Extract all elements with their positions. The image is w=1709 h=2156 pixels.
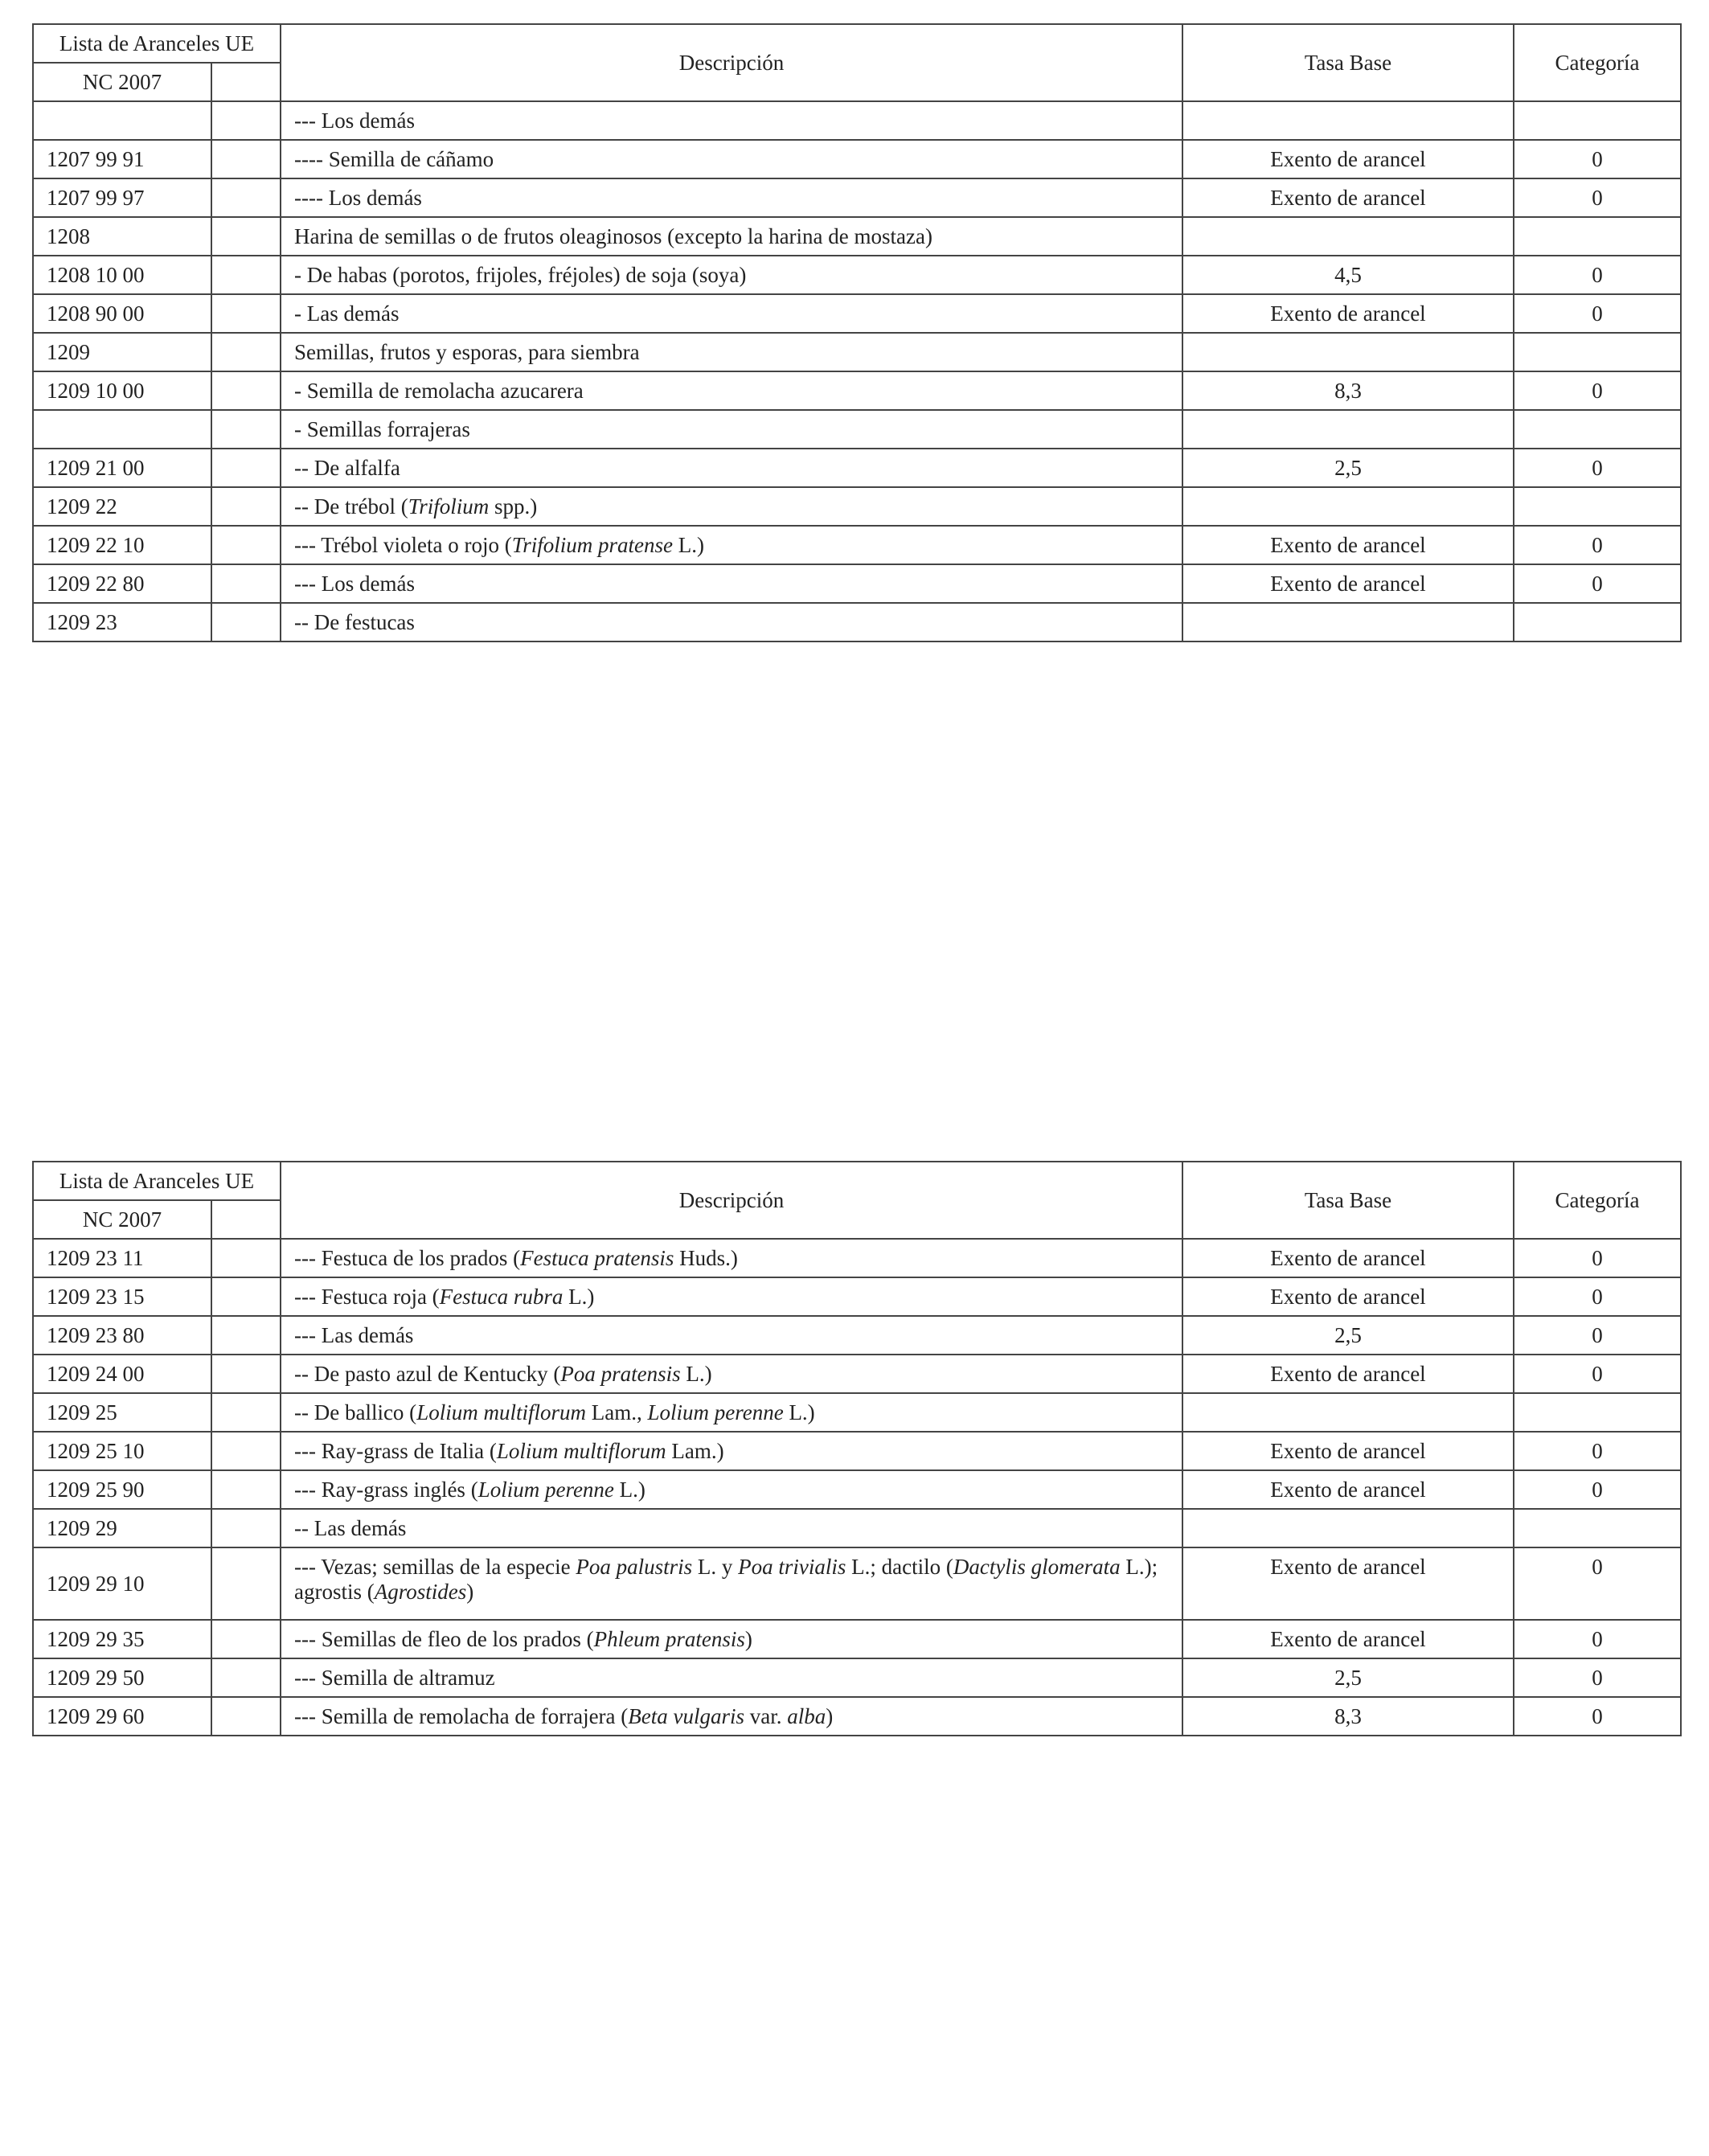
header-descripcion: Descripción	[281, 24, 1182, 101]
table-row	[33, 410, 1681, 449]
description-text: - Las demás	[294, 301, 400, 326]
categoria-cell: 0	[1514, 564, 1681, 603]
header-categoria: Categoría	[1514, 1162, 1681, 1239]
categoria-cell: 0	[1514, 1547, 1681, 1620]
description-cell	[281, 101, 1182, 140]
subcode-cell	[211, 1620, 281, 1658]
table-row	[33, 217, 1681, 256]
categoria-cell: 0	[1514, 1355, 1681, 1393]
tariff-table-1-body	[33, 24, 1681, 641]
table-row	[33, 1393, 1681, 1432]
header-descripcion: Descripción	[281, 1162, 1182, 1239]
categoria-cell: 0	[1514, 140, 1681, 178]
description-text: Huds.)	[674, 1245, 738, 1270]
table-row	[33, 1658, 1681, 1697]
subcode-cell	[211, 1355, 281, 1393]
species-name: Poa palustris	[576, 1555, 693, 1579]
subcode-cell	[211, 1432, 281, 1470]
tasa-base-cell: Exento de arancel	[1182, 1355, 1514, 1393]
description-text: Semillas, frutos y esporas, para siembra	[294, 339, 640, 364]
tasa-base-cell: Exento de arancel	[1182, 1239, 1514, 1277]
header-empty-cell	[211, 1200, 281, 1239]
header-row	[33, 1162, 1681, 1200]
nc-code-cell: 1208	[33, 217, 211, 256]
subcode-cell	[211, 1277, 281, 1316]
description-text: --- Los demás	[294, 108, 415, 133]
nc-code-cell: 1209 25 10	[33, 1432, 211, 1470]
table-row	[33, 333, 1681, 371]
species-name: Festuca rubra	[439, 1284, 564, 1309]
description-text: Lam.)	[666, 1438, 724, 1463]
tasa-base-cell	[1182, 101, 1514, 140]
nc-code-cell: 1209 22 80	[33, 564, 211, 603]
species-name: Trifolium	[408, 494, 490, 519]
subcode-cell	[211, 1697, 281, 1736]
description-cell	[281, 1658, 1182, 1697]
tasa-base-cell	[1182, 603, 1514, 641]
nc-code-cell	[33, 410, 211, 449]
categoria-cell: 0	[1514, 1470, 1681, 1509]
description-text: L. y	[692, 1555, 739, 1579]
subcode-cell	[211, 526, 281, 564]
categoria-cell: 0	[1514, 1316, 1681, 1355]
table-row	[33, 371, 1681, 410]
categoria-cell: 0	[1514, 1432, 1681, 1470]
tasa-base-cell: Exento de arancel	[1182, 1432, 1514, 1470]
nc-code-cell: 1209 23 15	[33, 1277, 211, 1316]
tasa-base-cell: Exento de arancel	[1182, 1620, 1514, 1658]
subcode-cell	[211, 294, 281, 333]
description-text: - Semilla de remolacha azucarera	[294, 378, 584, 403]
tasa-base-cell	[1182, 1509, 1514, 1547]
description-text: --- Los demás	[294, 571, 415, 596]
description-text: )	[466, 1580, 474, 1604]
header-lista: Lista de Aranceles UE	[33, 24, 281, 63]
description-cell	[281, 333, 1182, 371]
description-text: )	[826, 1703, 834, 1728]
nc-code-cell: 1209 29 50	[33, 1658, 211, 1697]
description-text: -- De ballico (	[294, 1400, 417, 1424]
subcode-cell	[211, 333, 281, 371]
table-row	[33, 1239, 1681, 1277]
nc-code-cell: 1209 29 60	[33, 1697, 211, 1736]
nc-code-cell: 1209 22 10	[33, 526, 211, 564]
table-row	[33, 1277, 1681, 1316]
tasa-base-cell: Exento de arancel	[1182, 178, 1514, 217]
description-text: )	[744, 1626, 752, 1651]
subcode-cell	[211, 603, 281, 641]
categoria-cell: 0	[1514, 1239, 1681, 1277]
species-name: Beta vulgaris	[628, 1703, 745, 1728]
description-cell	[281, 1316, 1182, 1355]
description-cell	[281, 140, 1182, 178]
categoria-cell	[1514, 410, 1681, 449]
categoria-cell: 0	[1514, 526, 1681, 564]
description-text: --- Las demás	[294, 1322, 414, 1347]
subcode-cell	[211, 1470, 281, 1509]
nc-code-cell: 1209 10 00	[33, 371, 211, 410]
table-row	[33, 294, 1681, 333]
nc-code-cell: 1209 22	[33, 487, 211, 526]
tasa-base-cell: Exento de arancel	[1182, 1470, 1514, 1509]
nc-code-cell: 1209 25	[33, 1393, 211, 1432]
subcode-cell	[211, 564, 281, 603]
description-text: L.)	[673, 532, 704, 557]
nc-code-cell: 1207 99 97	[33, 178, 211, 217]
tasa-base-cell: 2,5	[1182, 449, 1514, 487]
description-text: --- Vezas; semillas de la especie	[294, 1555, 576, 1579]
species-name: Lolium perenne	[477, 1477, 614, 1502]
header-lista: Lista de Aranceles UE	[33, 1162, 281, 1200]
species-name: Lolium multiflorum	[416, 1400, 586, 1424]
header-empty-cell	[211, 63, 281, 101]
nc-code-cell: 1209	[33, 333, 211, 371]
subcode-cell	[211, 1547, 281, 1620]
table-row	[33, 487, 1681, 526]
tariff-table-2-body	[33, 1162, 1681, 1736]
subcode-cell	[211, 1239, 281, 1277]
categoria-cell: 0	[1514, 371, 1681, 410]
description-text: --- Festuca de los prados (	[294, 1245, 521, 1270]
description-cell	[281, 564, 1182, 603]
nc-code-cell: 1209 25 90	[33, 1470, 211, 1509]
description-text: L.)	[613, 1477, 645, 1502]
table-row	[33, 1509, 1681, 1547]
description-cell	[281, 178, 1182, 217]
description-cell	[281, 1239, 1182, 1277]
species-name: Festuca pratensis	[520, 1245, 674, 1270]
description-cell	[281, 1393, 1182, 1432]
table-row	[33, 1355, 1681, 1393]
table-row	[33, 140, 1681, 178]
nc-code-cell: 1209 23 11	[33, 1239, 211, 1277]
description-cell	[281, 1509, 1182, 1547]
description-text: L.)	[680, 1361, 712, 1386]
categoria-cell	[1514, 487, 1681, 526]
species-name: Agrostides	[374, 1580, 467, 1604]
description-cell	[281, 294, 1182, 333]
description-cell	[281, 1432, 1182, 1470]
header-row	[33, 24, 1681, 63]
header-tasa-base: Tasa Base	[1182, 1162, 1514, 1239]
nc-code-cell: 1209 29	[33, 1509, 211, 1547]
nc-code-cell	[33, 101, 211, 140]
description-text: L.); agrostis (	[294, 1555, 1158, 1604]
description-text: - Semillas forrajeras	[294, 416, 470, 441]
species-name: Poa trivialis	[738, 1555, 846, 1579]
description-cell	[281, 410, 1182, 449]
tasa-base-cell	[1182, 1393, 1514, 1432]
species-name: Lolium perenne	[647, 1400, 784, 1424]
table-row	[33, 1316, 1681, 1355]
tasa-base-cell: 8,3	[1182, 1697, 1514, 1736]
tasa-base-cell	[1182, 333, 1514, 371]
categoria-cell: 0	[1514, 256, 1681, 294]
categoria-cell	[1514, 101, 1681, 140]
categoria-cell	[1514, 217, 1681, 256]
table-row	[33, 1470, 1681, 1509]
description-cell	[281, 1697, 1182, 1736]
description-text: --- Semilla de remolacha de forrajera (	[294, 1703, 629, 1728]
tasa-base-cell: Exento de arancel	[1182, 1547, 1514, 1620]
description-text: --- Semillas de fleo de los prados (	[294, 1626, 594, 1651]
table-row	[33, 1432, 1681, 1470]
tasa-base-cell: 2,5	[1182, 1316, 1514, 1355]
subcode-cell	[211, 449, 281, 487]
tasa-base-cell: 4,5	[1182, 256, 1514, 294]
subcode-cell	[211, 1316, 281, 1355]
description-cell	[281, 1355, 1182, 1393]
description-text: var.	[744, 1703, 788, 1728]
description-cell	[281, 1620, 1182, 1658]
description-text: --- Ray-grass inglés (	[294, 1477, 478, 1502]
tariff-table-1	[32, 23, 1682, 642]
description-cell	[281, 371, 1182, 410]
subcode-cell	[211, 1658, 281, 1697]
categoria-cell: 0	[1514, 1277, 1681, 1316]
description-cell	[281, 217, 1182, 256]
description-text: ---- Los demás	[294, 185, 422, 210]
table-row	[33, 1620, 1681, 1658]
nc-code-cell: 1208 90 00	[33, 294, 211, 333]
description-text: -- De pasto azul de Kentucky (	[294, 1361, 561, 1386]
subcode-cell	[211, 1509, 281, 1547]
table-row	[33, 564, 1681, 603]
description-text: -- De alfalfa	[294, 455, 400, 480]
description-cell	[281, 1277, 1182, 1316]
description-cell	[281, 487, 1182, 526]
description-cell	[281, 526, 1182, 564]
categoria-cell: 0	[1514, 294, 1681, 333]
categoria-cell	[1514, 603, 1681, 641]
description-text: L.)	[563, 1284, 595, 1309]
description-text: -- De trébol (	[294, 494, 408, 519]
species-name: Phleum pratensis	[593, 1626, 745, 1651]
table-row	[33, 449, 1681, 487]
nc-code-cell: 1209 24 00	[33, 1355, 211, 1393]
header-tasa-base: Tasa Base	[1182, 24, 1514, 101]
tariff-table-2	[32, 1161, 1682, 1736]
tasa-base-cell	[1182, 217, 1514, 256]
subcode-cell	[211, 1393, 281, 1432]
description-cell	[281, 603, 1182, 641]
tasa-base-cell: Exento de arancel	[1182, 526, 1514, 564]
table-row	[33, 1547, 1681, 1620]
nc-code-cell: 1207 99 91	[33, 140, 211, 178]
table-row	[33, 1697, 1681, 1736]
tasa-base-cell: 8,3	[1182, 371, 1514, 410]
nc-code-cell: 1209 29 10	[33, 1547, 211, 1620]
description-cell	[281, 1547, 1182, 1620]
header-categoria: Categoría	[1514, 24, 1681, 101]
categoria-cell: 0	[1514, 1697, 1681, 1736]
tasa-base-cell: Exento de arancel	[1182, 564, 1514, 603]
tasa-base-cell: Exento de arancel	[1182, 140, 1514, 178]
species-name: Trifolium pratense	[511, 532, 673, 557]
description-text: -- De festucas	[294, 609, 415, 634]
description-text: --- Festuca roja (	[294, 1284, 440, 1309]
categoria-cell	[1514, 333, 1681, 371]
nc-code-cell: 1208 10 00	[33, 256, 211, 294]
description-text: L.; dactilo (	[846, 1555, 953, 1579]
header-nc: NC 2007	[33, 63, 211, 101]
species-name: Lolium multiflorum	[496, 1438, 666, 1463]
header-nc: NC 2007	[33, 1200, 211, 1239]
nc-code-cell: 1209 23 80	[33, 1316, 211, 1355]
subcode-cell	[211, 371, 281, 410]
description-text: --- Ray-grass de Italia (	[294, 1438, 497, 1463]
subcode-cell	[211, 217, 281, 256]
tasa-base-cell	[1182, 410, 1514, 449]
nc-code-cell: 1209 23	[33, 603, 211, 641]
subcode-cell	[211, 140, 281, 178]
description-text: Harina de semillas o de frutos oleaginosos (excepto la harina de mostaza)	[294, 223, 932, 248]
nc-code-cell: 1209 21 00	[33, 449, 211, 487]
description-cell	[281, 1470, 1182, 1509]
tasa-base-cell: Exento de arancel	[1182, 294, 1514, 333]
subcode-cell	[211, 410, 281, 449]
nc-code-cell: 1209 29 35	[33, 1620, 211, 1658]
table-row	[33, 526, 1681, 564]
categoria-cell	[1514, 1393, 1681, 1432]
table-row	[33, 101, 1681, 140]
tasa-base-cell: 2,5	[1182, 1658, 1514, 1697]
table-row	[33, 178, 1681, 217]
description-cell	[281, 449, 1182, 487]
categoria-cell	[1514, 1509, 1681, 1547]
tasa-base-cell: Exento de arancel	[1182, 1277, 1514, 1316]
tasa-base-cell	[1182, 487, 1514, 526]
subcode-cell	[211, 101, 281, 140]
description-text: --- Trébol violeta o rojo (	[294, 532, 512, 557]
subcode-cell	[211, 487, 281, 526]
species-name: alba	[787, 1703, 826, 1728]
description-cell	[281, 256, 1182, 294]
subcode-cell	[211, 256, 281, 294]
species-name: Poa pratensis	[560, 1361, 681, 1386]
species-name: Dactylis glomerata	[953, 1555, 1121, 1579]
table-row	[33, 603, 1681, 641]
description-text: --- Semilla de altramuz	[294, 1665, 495, 1690]
description-text: spp.)	[489, 494, 538, 519]
description-text: L.)	[783, 1400, 815, 1424]
categoria-cell: 0	[1514, 178, 1681, 217]
categoria-cell: 0	[1514, 1658, 1681, 1697]
categoria-cell: 0	[1514, 449, 1681, 487]
subcode-cell	[211, 178, 281, 217]
categoria-cell: 0	[1514, 1620, 1681, 1658]
description-text: Lam.,	[585, 1400, 648, 1424]
description-text: ---- Semilla de cáñamo	[294, 146, 494, 171]
description-text: - De habas (porotos, frijoles, fréjoles) de soja (soya)	[294, 262, 747, 287]
table-row	[33, 256, 1681, 294]
description-text: -- Las demás	[294, 1515, 407, 1540]
